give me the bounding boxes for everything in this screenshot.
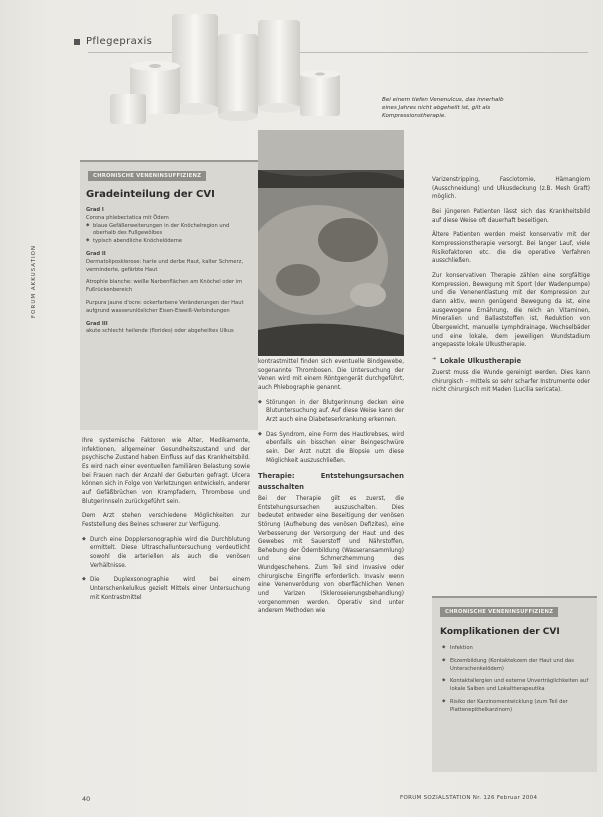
grade-entry — [86, 251, 250, 274]
box-title: Gradeinteilung der CVI — [86, 189, 215, 200]
text-column-2 — [258, 358, 404, 622]
side-label: FORUM AKKUSATION — [31, 244, 37, 318]
grade-text: Atrophie blanche: weiße Narbenflächen am Knöchel oder im Fußrückenbereich — [86, 279, 243, 294]
paragraph: Dem Arzt stehen verschiedene Möglichkeiten zur Feststellung des Beines schwerer zur Verfügung. — [82, 513, 250, 528]
grade-entry — [86, 279, 250, 295]
list-item: ◆ Kontaktallergien und externe Unverträglichkeiten auf lokale Salben und Lokaltherapeutika — [442, 678, 591, 694]
section-title: Pflegepraxis — [86, 36, 153, 47]
complications-list — [442, 645, 591, 715]
grade-label: Grad III — [86, 320, 108, 327]
grade-text: Dermatoliposklerose: harte und derbe Haut, kalter Schmerz, verminderte, gefärbte Haut — [86, 258, 244, 273]
list-item: ◆ Infektion — [442, 645, 591, 653]
bullet-item: ◆ Durch eine Dopplersonographie wird die Durchblutung ermittelt. Diese Ultraschalluntersuchung verdeutlicht sowohl die arteriellen als auch die venösen Verhältnisse. — [82, 536, 250, 571]
leg-ulcer-photo — [258, 130, 404, 356]
grade-label: Grad II — [86, 250, 106, 257]
paragraph: Ihre systemische Faktoren wie Alter, Medikamente, Infektionen, allgemeiner Gesundheitszustand und der psychische Zustand haben Einfluss auf das Krankheitsbild. Es wird nach einer eventuellen familiären Belastung sowie bei Frauen nach der Anzahl der Geburten gefragt. Ulcera können sich in Folge von Verletzungen entwickeln, anderer auf Gefäßbrüchen von Krampfadern, Thrombose und Blutgerinnseln zurückgeführt sein. — [82, 438, 250, 505]
page-number: 40 — [82, 795, 91, 803]
paragraph: Zuerst muss die Wunde gereinigt werden. Dies kann chirurgisch – mittels so sehr scharfer Instrumente oder nicht chirurgisch mit Maden (Lucilia sericata). — [432, 370, 590, 394]
paragraph: Zur konservativen Therapie zählen eine sorgfältige Kompression, Bewegung mit Sport (der Wadenpumpe) und die Venenentlastung mit der Kompression zur dann aktiv, wenn genügend Bewegung da ist, eine ausgewogene Ernährung, die reich an Vitaminen, Mineralien und Ballaststoffen ist, Reduktion von Übergewicht, manuelle Lymphdrainage, Wechselbäder und eine lokale, dem jeweiligen Wundstadium angepasste lokale Ulkustherapie. — [432, 272, 590, 349]
bullet-item: ◆ Die Duplexsonographie wird bei einem Unterschenkelulkus gezielt Mittels einer Untersuchung mit Kontrastmittel — [82, 576, 250, 602]
paragraph: kontrastmittel finden sich eventuelle Bindgewebe, sogenannte Thrombosen. Die Untersuchung der Venen wird mit einem Röntgengerät durchgeführt, auch Phlebographie genannt. — [258, 359, 404, 391]
grade-bullet: ◆ blaue Gefäßerweiterungen in der Knöchelregion und oberhalb des Fußgewölbes — [86, 223, 250, 239]
photo-caption: Bei einem tiefen Venenulcus, das innerhalb eines Jahres nicht abgeheilt ist, gilt als Kompressionstherapie. — [382, 97, 504, 120]
box-tag: CHRONISCHE VENENINSUFFIZIENZ — [88, 171, 206, 181]
cvi-complications-box — [432, 596, 597, 772]
list-item: ◆ Ekzembildung (Kontaktekzem der Haut und das Unterschenkelödem) — [442, 658, 591, 674]
box-tag: CHRONISCHE VENENINSUFFIZIENZ — [440, 607, 558, 617]
grade-text: Purpura jaune d'ocre: ockerfarbene Veränderungen der Haut aufgrund wasserunlöslicher Eisen-Eiweiß-Verbindungen — [86, 299, 244, 314]
publication-info: FORUM SOZIALSTATION Nr. 126 Februar 2004 — [400, 795, 538, 801]
paragraph: Bei jüngeren Patienten lässt sich das Krankheitsbild auf diese Weise oft dauerhaft beseitigen. — [432, 208, 590, 224]
paragraph: Varizenstripping, Fasciotomie, Hämangiom (Ausschneidung) und Ulkusdeckung (z.B. Mesh Graft) möglich. — [432, 177, 590, 201]
subheading: Therapie: Entstehungsursachen ausschalten — [258, 472, 404, 491]
paragraph: Bei der Therapie gilt es zuerst, die Entstehungsursachen auszuschalten. Dies bedeutet entweder eine Beseitigung der venösen Störung (Aufhebung des venösen Defizites), eine Verbesserung der Versorgung der Haut und des Gewebes mit Sauerstoff und Nährstoffen, Behebung der Ödembildung (Wasseransammlung) und eine Schmerzhemmung des Wundgeschehens. Zum Teil sind invasive oder chirurgische Eingriffe erforderlich. Invasiv wenn eine Venenverödung von oberflächlichen Venen und Varizen (Skleroseierungsbehandlung) vorgenommen werden. Operativ sind unter anderem Methoden wie — [258, 495, 404, 615]
cvi-grades-box — [80, 160, 258, 430]
grade-text: Corona phlebectatica mit Ödem — [86, 214, 169, 221]
grade-bullet: ◆ typisch abendliche Knöchelödeme — [86, 238, 250, 246]
text-column-3 — [432, 176, 590, 401]
towel-rolls-image — [110, 14, 360, 129]
paragraph: Ältere Patienten werden meist konservativ mit der Kompressionstherapie versorgt. Bei langer Lauf, viele Risikofaktoren etc. die die operative Verfahren ausschließen. — [432, 232, 590, 265]
text-column-1 — [82, 437, 250, 608]
list-item: ◆ Risiko der Karzinomentwicklung (zum Teil der Plattenepithelkarzinom) — [442, 699, 591, 715]
bullet-item: ◆ Das Syndrom, eine Form des Hautkrebses, wird ebenfalls ein bisschen einer Beingeschwüre sein. Der Arzt nutzt die Biopsie um diese Möglichkeit auszuschließen. — [258, 431, 404, 466]
grade-entry — [86, 207, 250, 246]
subheading: ➔ Lokale Ulkustherapie — [432, 356, 590, 366]
grade-text: akute schlecht heilende (florides) oder abgeheiltes Ulkus — [86, 328, 234, 335]
header-square-icon — [74, 39, 80, 45]
grade-entry — [86, 321, 250, 337]
bullet-item: ◆ Störungen in der Blutgerinnung decken eine Blutuntersuchung auf. Auf diese Weise kann der Arzt auch eine Diabeteserkrankung erkennen. — [258, 399, 404, 425]
grade-label: Grad I — [86, 207, 104, 213]
box-title: Komplikationen der CVI — [440, 627, 560, 637]
grade-entry — [86, 300, 250, 316]
